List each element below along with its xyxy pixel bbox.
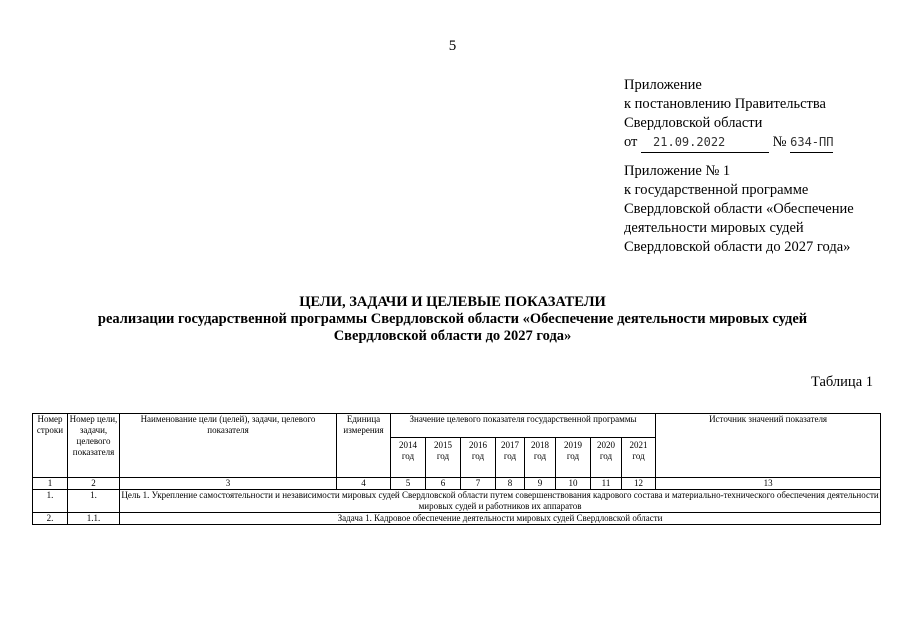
document-title [0, 294, 905, 345]
header-unit: Единица измерения [337, 414, 391, 478]
column-number: 12 [622, 478, 656, 490]
page-number: 5 [448, 38, 457, 54]
header-name: Наименование цели (целей), задачи, целевого показателя [120, 414, 337, 478]
number-field [790, 133, 833, 153]
header-year: 2018 год [525, 438, 556, 478]
column-number: 9 [525, 478, 556, 490]
program-appendix-header [624, 162, 854, 257]
date-field [641, 133, 769, 153]
title-line: реализации государственной программы Свердловской области «Обеспечение деятельности мировых судей [97, 311, 808, 327]
column-number: 7 [461, 478, 496, 490]
column-number: 6 [426, 478, 461, 490]
column-number: 3 [120, 478, 337, 490]
appendix-line: Свердловской области «Обеспечение [624, 201, 854, 217]
goal-number-cell: 1.1. [68, 513, 120, 525]
date-prefix: от [624, 134, 638, 150]
header-year: 2016 год [461, 438, 496, 478]
goal-number-cell: 1. [68, 490, 120, 513]
table-caption: Таблица 1 [810, 374, 873, 390]
column-number: 8 [496, 478, 525, 490]
column-number: 11 [591, 478, 622, 490]
header-year: 2020 год [591, 438, 622, 478]
header-source: Источник значений показателя [656, 414, 881, 478]
task-text-cell: Задача 1. Кадровое обеспечение деятельности мировых судей Свердловской области [120, 513, 881, 525]
header-row-number: Номер строки [33, 414, 68, 478]
number-value: 634-ПП [790, 135, 834, 149]
header-year: 2014 год [391, 438, 426, 478]
appendix-line: Свердловской области до 2027 года» [624, 239, 851, 255]
row-number-cell: 2. [33, 513, 68, 525]
appendix-line: Свердловской области [624, 115, 763, 131]
header-year: 2017 год [496, 438, 525, 478]
column-number: 2 [68, 478, 120, 490]
appendix-line: к постановлению Правительства [624, 96, 826, 112]
row-number-cell: 1. [33, 490, 68, 513]
header-year: 2015 год [426, 438, 461, 478]
table-row [33, 490, 881, 513]
table-row [33, 513, 881, 525]
appendix-line: к государственной программе [624, 182, 809, 198]
column-number: 13 [656, 478, 881, 490]
appendix-line: деятельности мировых судей [624, 220, 804, 236]
header-value-group: Значение целевого показателя государственной программы [391, 414, 656, 438]
title-line: Свердловской области до 2027 года» [333, 328, 572, 344]
header-goal-number: Номер цели, задачи, целевого показателя [68, 414, 120, 478]
number-prefix: № [772, 134, 787, 150]
column-number: 1 [33, 478, 68, 490]
column-number: 4 [337, 478, 391, 490]
column-number: 10 [556, 478, 591, 490]
column-number: 5 [391, 478, 426, 490]
header-year: 2021 год [622, 438, 656, 478]
title-line: ЦЕЛИ, ЗАДАЧИ И ЦЕЛЕВЫЕ ПОКАЗАТЕЛИ [299, 294, 606, 310]
goal-text-cell: Цель 1. Укрепление самостоятельности и независимости мировых судей Свердловской области путем совершенствования кадрового состава и материально-технического обеспечения деятельности мировых судей и работников их аппаратов [121, 490, 879, 511]
appendix-line: Приложение № 1 [624, 163, 731, 179]
date-value: 21.09.2022 [653, 135, 726, 149]
appendix-date-line [624, 133, 833, 153]
goals-table [32, 413, 881, 525]
appendix-line: Приложение [624, 77, 702, 93]
header-year: 2019 год [556, 438, 591, 478]
appendix-header [624, 76, 833, 153]
